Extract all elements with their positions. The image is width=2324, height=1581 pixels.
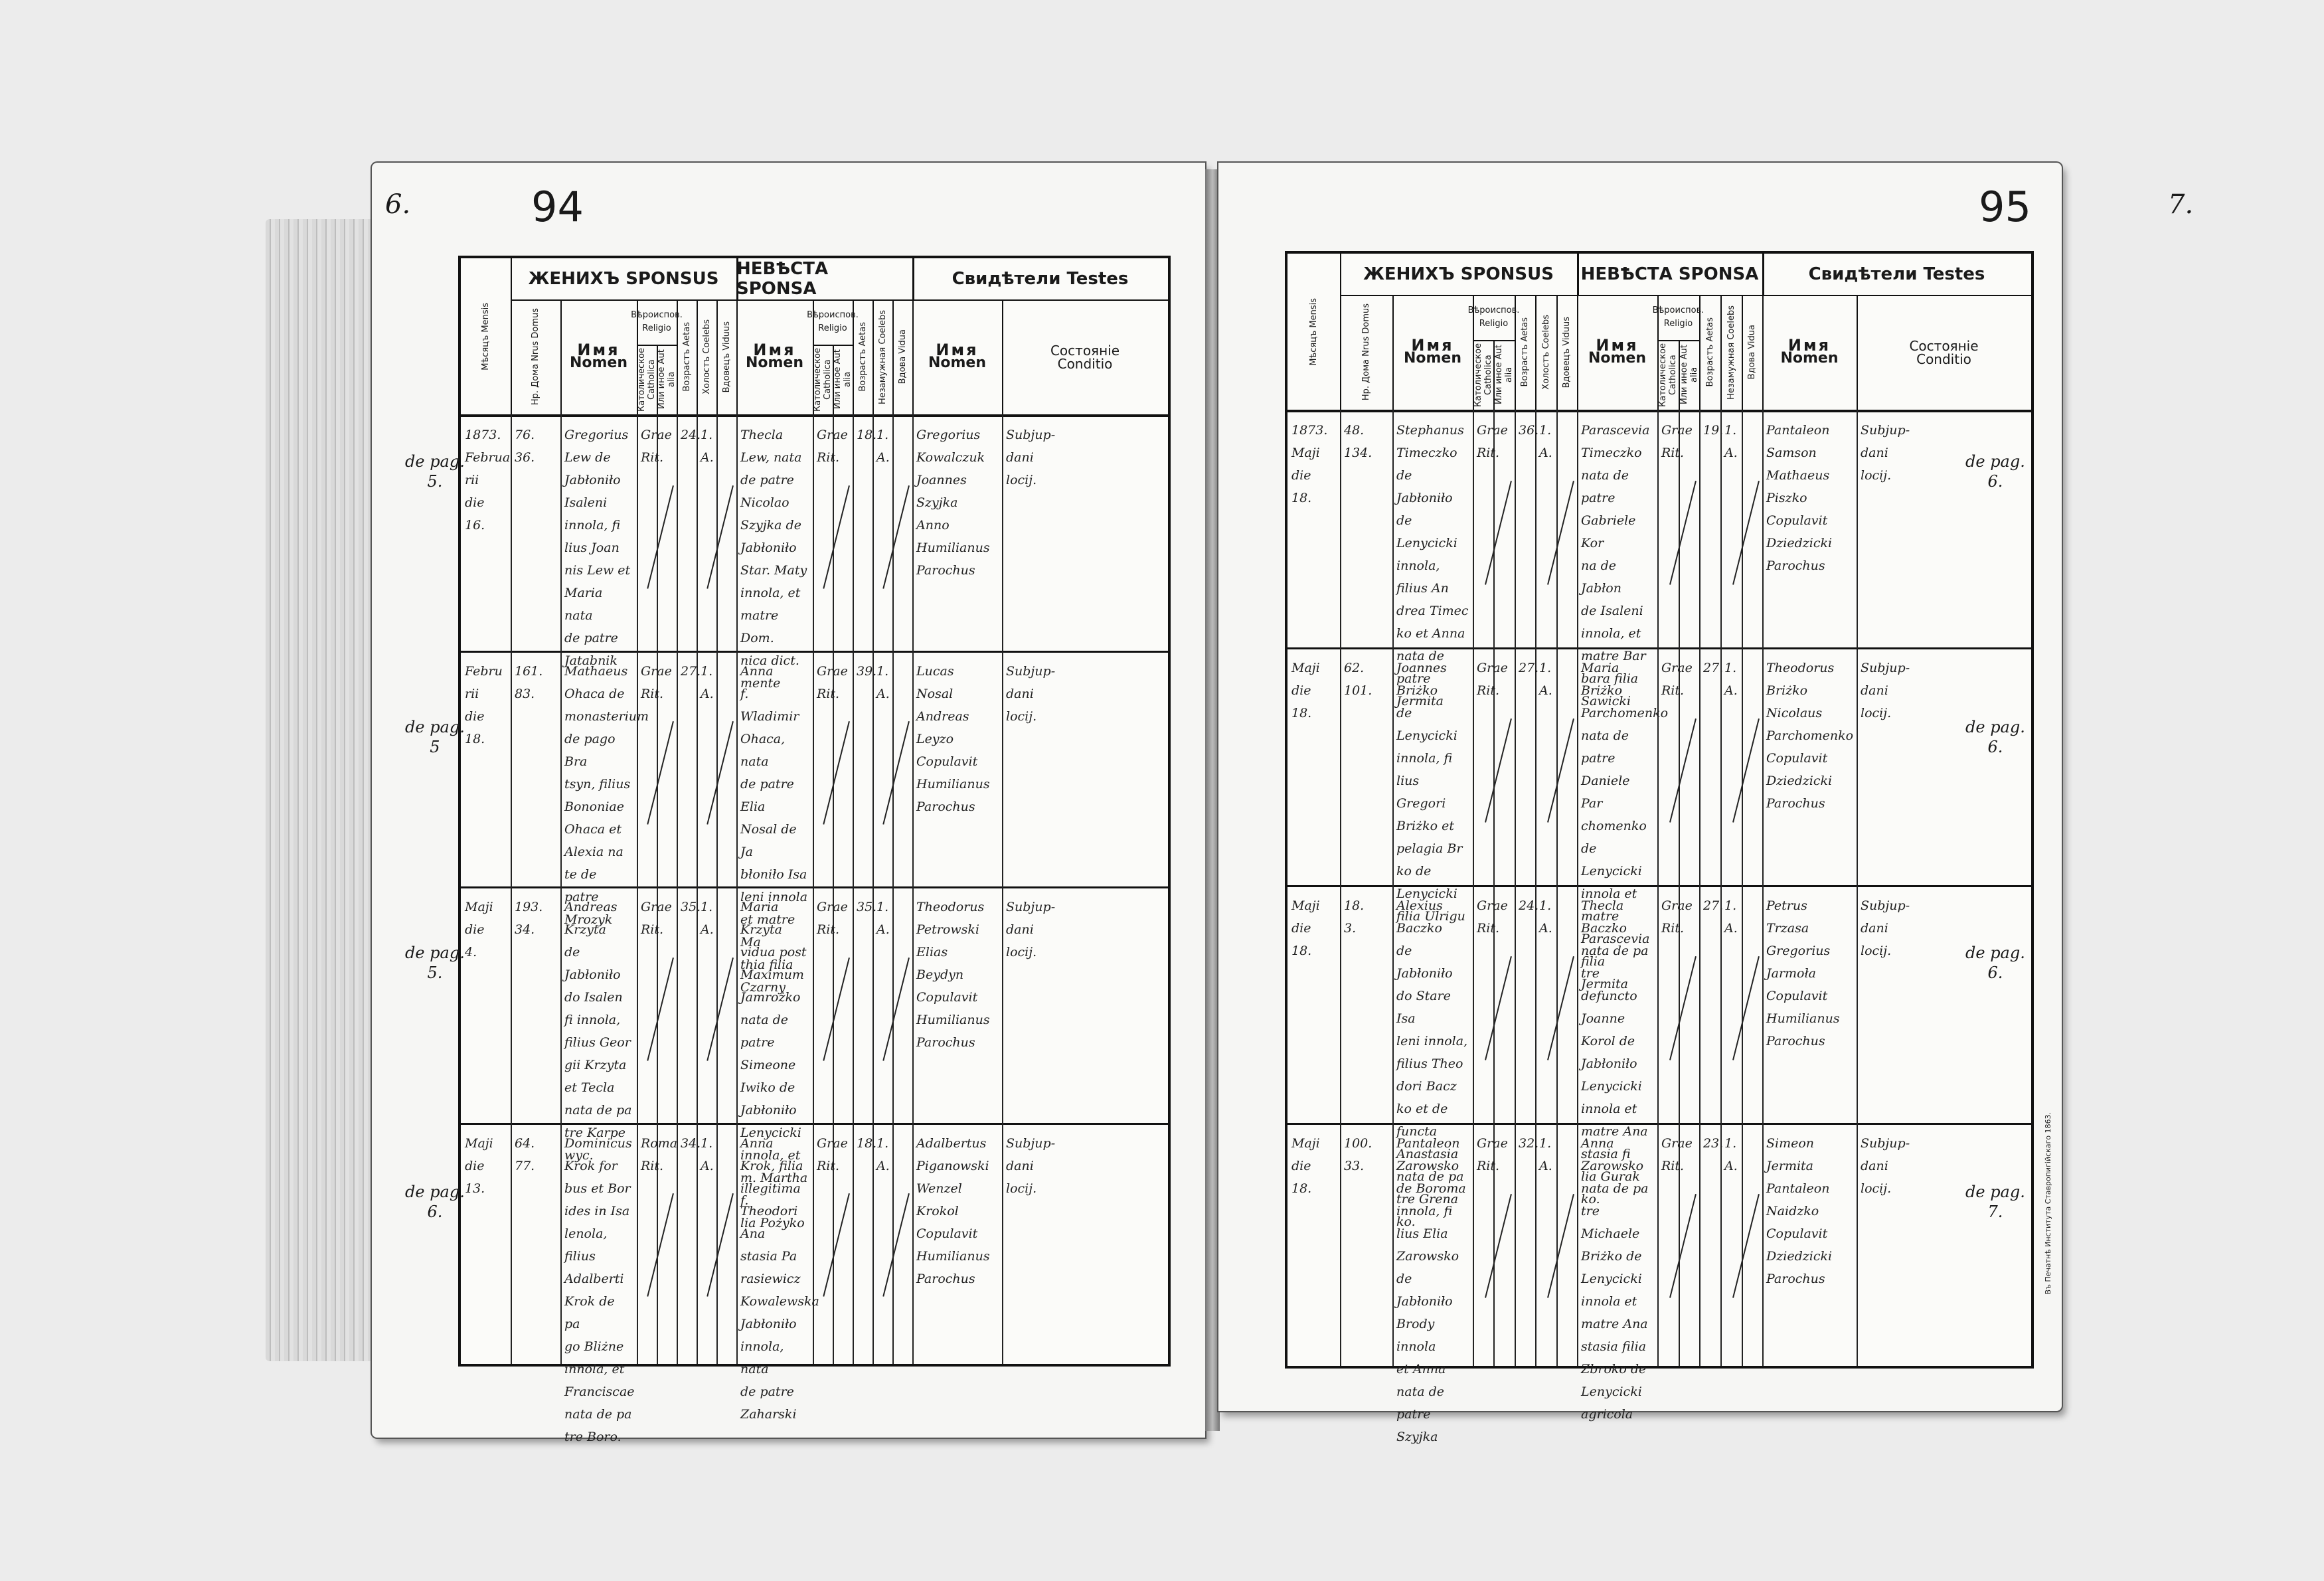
groom-group-header: ЖЕНИХЪ SPONSUS	[1340, 254, 1579, 296]
groom-other-header	[1493, 340, 1516, 410]
cell-b-state: 1. A.	[876, 900, 890, 937]
cell-g-rel: Grae Rit.	[1477, 1136, 1508, 1173]
cell-g-age: 24.	[681, 428, 701, 442]
column-rule	[1002, 414, 1003, 1364]
cell-b-age: 35.	[857, 900, 877, 914]
cell-condition: Subjup- dani locij.	[1861, 423, 1910, 483]
month-column-header	[1287, 254, 1341, 410]
cell-witness: Adalbertus Piganowski Wenzel Krokol Copulavit Humilianus Parochus	[916, 1135, 990, 1286]
bride-catholic-header	[1657, 340, 1680, 410]
cell-groom: Alexius Baczko de Jabłoniło do Stare Isa leni innola, filius Theo dori Bacz ko et de functa Anastasia nata de pa tre Grena ko.	[1396, 898, 1468, 1229]
bride-age-header-text: Возрастъ Aetas	[1704, 317, 1715, 387]
cell-condition: Subjup- dani locij.	[1006, 663, 1056, 724]
cell-month: Maji die 18.	[1291, 1136, 1320, 1196]
column-rule	[657, 414, 658, 1364]
cell-b-rel: Grae Rit.	[1661, 423, 1693, 460]
bride-other-header-text: Или иное Aut alia	[833, 349, 853, 410]
cell-condition: Subjup- dani locij.	[1861, 1136, 1910, 1196]
column-rule	[1535, 410, 1536, 1366]
cell-b-age: 18.	[857, 1135, 877, 1151]
cell-b-state: 1. A.	[876, 428, 890, 465]
margin-note: de pag. 6.	[1965, 452, 2025, 491]
bride-age-header-text: Возрастъ Aetas	[857, 322, 868, 392]
column-rule	[1699, 410, 1701, 1366]
column-rule	[736, 414, 738, 1364]
condition-la: Conditio	[1057, 355, 1113, 372]
cell-groom: Joannes Briżko de Lenycicki innola, fi lius Gregori Briżko et pelagia Br ko de Lenycicki filia Ulrigu	[1396, 661, 1465, 924]
column-rule	[1473, 410, 1474, 1366]
name-la: Nomen	[928, 355, 987, 371]
cell-month: Maji die 13.	[465, 1135, 493, 1196]
cell-g-state: 1. A.	[1539, 1136, 1552, 1173]
bride-religion-header: Вѣроиспов. Religio	[1657, 295, 1701, 341]
cell-witness: Petrus Trzasa Gregorius Jarmoła Copulavit Humilianus Parochus	[1766, 898, 1840, 1048]
cell-bride: Anna Zarowsko nata de pa tre Michaele Briżko de Lenycicki innola et matre Ana stasia filia Zbroko de Lenycicki agricola	[1581, 1136, 1649, 1422]
cell-bride: Maria Briżko Parchomenko nata de patre Daniele Par chomenko de Lenycicki innola et matre Parascevia filia Jermita	[1581, 661, 1669, 991]
cell-condition: Subjup- dani locij.	[1006, 428, 1056, 487]
house-column-header-text: Нр. Дома Nrus Domus	[1361, 303, 1371, 401]
right-corner-number: 7.	[2168, 189, 2194, 220]
column-rule	[1679, 410, 1680, 1366]
cell-witness: Lucas Nosal Andreas Leyzo Copulavit Humilianus Parochus	[916, 663, 990, 814]
bride-catholic-header	[813, 345, 834, 414]
column-rule	[1556, 410, 1558, 1366]
cell-groom: Stephanus Timeczko de Jabłoniło de Lenycicki innola, filius An drea Timec ko et Anna nata de patre Jermita	[1396, 423, 1469, 708]
groom-widower-header	[1556, 295, 1578, 410]
column-rule	[1340, 410, 1341, 1366]
condition-ru: Состояніе	[1050, 342, 1120, 359]
right-register-table	[1285, 251, 2034, 1444]
groom-single-header	[697, 299, 718, 414]
cell-month: Maji die 18.	[1291, 898, 1320, 958]
cell-g-rel: Grae Rit.	[641, 900, 672, 937]
margin-note: de pag. 5.	[405, 452, 465, 491]
condition-header	[1857, 295, 2031, 410]
cell-g-rel: Grae Rit.	[641, 663, 672, 701]
cell-groom: Andreas Krzyta de Jabłoniło do Isalen fi innola, filius Geor gii Krzyta et Tecla nata de pa tre Karpe wyc.	[564, 900, 632, 1163]
margin-note: de pag. 5.	[405, 944, 465, 982]
condition-header	[1002, 299, 1168, 414]
name-ru: Имя	[1787, 336, 1831, 355]
cell-bride: Thecla Lew, nata de patre Nicolao Szyjka de Jabłoniło Star. Maty innola, et matre Dom. nica dict. mente	[740, 428, 807, 691]
house-column-header	[1340, 295, 1394, 410]
groom-other-header-text: Или иное Aut alia	[657, 349, 677, 410]
cell-condition: Subjup- dani locij.	[1006, 1135, 1056, 1196]
book-spine	[1205, 169, 1220, 1431]
bride-widow-header	[1742, 295, 1764, 410]
cell-b-state: 1. A.	[1724, 661, 1738, 698]
cell-g-state: 1. A.	[701, 900, 714, 937]
witness-name-header	[1762, 295, 1858, 410]
column-rule	[1657, 410, 1659, 1366]
cell-b-state: 1. A.	[1724, 898, 1738, 936]
left-corner-number: 6.	[385, 189, 411, 220]
groom-name-header	[1392, 295, 1474, 410]
cell-witness: Pantaleon Samson Mathaeus Piszko Copulavit Dziedzicki Parochus	[1766, 423, 1833, 573]
groom-catholic-header-text: Католическое Catholica	[1473, 343, 1493, 407]
cell-witness: Simeon Jermita Pantaleon Naidzko Copulavit Dziedzicki Parochus	[1766, 1136, 1833, 1286]
cell-groom: Mathaeus Ohaca de monasterium de pago Bra tsyn, filius Bononiae Ohaca et Alexia na te de patre Mrozyk	[564, 663, 649, 927]
cell-house: 161. 83.	[515, 663, 543, 701]
cell-house: 62. 101.	[1344, 661, 1372, 698]
cell-house: 76. 36.	[515, 428, 535, 465]
cell-b-rel: Grae Rit.	[817, 900, 848, 937]
name-la: Nomen	[1403, 350, 1462, 367]
cell-condition: Subjup- dani locij.	[1006, 900, 1056, 959]
name-la: Nomen	[1780, 350, 1839, 367]
groom-widower-header	[716, 299, 738, 414]
column-rule	[1857, 410, 1858, 1366]
column-rule	[677, 414, 678, 1364]
bride-other-header	[833, 345, 854, 414]
column-rule	[716, 414, 718, 1364]
house-column-header	[511, 299, 562, 414]
name-ru: Имя	[577, 341, 620, 359]
cell-house: 193. 34.	[515, 900, 543, 937]
house-column-header-text: Нр. Дома Nrus Domus	[531, 308, 540, 406]
month-column-header-text: Мѣсяцъ Mensis	[1309, 297, 1319, 366]
name-ru: Имя	[1596, 336, 1639, 355]
cell-b-age: 19.	[1703, 423, 1724, 438]
cell-g-state: 1. A.	[701, 663, 714, 701]
column-rule	[1762, 410, 1764, 1366]
left-register-table	[458, 256, 1171, 1444]
cell-g-age: 32.	[1519, 1136, 1539, 1151]
groom-single-header-text: Холостъ Coelebs	[701, 319, 712, 394]
groom-catholic-header	[637, 345, 658, 414]
cell-bride: Thecla Baczko nata de pa tre defuncto Joanne Korol de Jabłoniło Lenycicki innola et matre Ana stasia fi lia Gurak ko.	[1581, 898, 1649, 1207]
margin-note: de pag. 6.	[1965, 944, 2025, 982]
cell-b-age: 23.	[1703, 1136, 1724, 1151]
cell-b-age: 27.	[1703, 898, 1724, 913]
cell-g-age: 36.	[1519, 423, 1539, 438]
table-body	[461, 414, 1168, 1444]
cell-month: Maji die 4.	[465, 900, 493, 959]
cell-house: 64. 77.	[515, 1135, 535, 1173]
column-rule	[1392, 410, 1394, 1366]
cell-b-rel: Grae Rit.	[817, 1135, 848, 1173]
cell-b-age: 18.	[857, 428, 877, 442]
cell-g-age: 24.	[1519, 898, 1539, 913]
cell-b-state: 1. A.	[1724, 1136, 1738, 1173]
name-la: Nomen	[745, 355, 804, 371]
bride-name-header	[1577, 295, 1659, 410]
witnesses-group-header: Свидѣтели Testes	[1762, 254, 2033, 296]
bride-name-header	[736, 299, 814, 414]
column-rule	[912, 414, 914, 1364]
name-la: Nomen	[1588, 350, 1647, 367]
column-rule	[1493, 410, 1495, 1366]
groom-single-header-text: Холостъ Coelebs	[1540, 315, 1551, 390]
name-ru: Имя	[1411, 336, 1454, 355]
cell-b-rel: Grae Rit.	[817, 663, 848, 701]
bride-widow-header-text: Вдова Vidua	[1747, 325, 1757, 380]
bride-widow-header	[892, 299, 914, 414]
column-rule	[813, 414, 814, 1364]
cell-b-age: 39.	[857, 663, 877, 679]
groom-religion-header: Вѣроиспов. Religio	[1473, 295, 1516, 341]
cell-g-rel: Grae Rit.	[641, 428, 672, 465]
bride-other-header-text: Или иное Aut alia	[1679, 345, 1699, 405]
cell-b-rel: Grae Rit.	[1661, 898, 1693, 936]
bride-group-header: НЕВѢСТА SPONSA	[1577, 254, 1764, 296]
table-body	[1287, 410, 2031, 1444]
groom-catholic-header	[1473, 340, 1495, 410]
table-row	[1287, 1123, 2031, 1444]
cell-g-rel: Roma Rit.	[641, 1135, 678, 1173]
column-rule	[1577, 410, 1578, 1366]
cell-witness: Theodorus Petrowski Elias Beydyn Copulavit Humilianus Parochus	[916, 900, 990, 1050]
left-page	[372, 163, 1205, 1444]
column-rule	[1742, 410, 1743, 1366]
column-rule	[697, 414, 698, 1364]
cell-house: 100. 33.	[1344, 1136, 1372, 1173]
cell-g-age: 34.	[681, 1135, 701, 1151]
groom-name-header	[560, 299, 638, 414]
column-rule	[1720, 410, 1722, 1366]
cell-g-state: 1. A.	[1539, 661, 1552, 698]
margin-note: de pag. 5	[405, 718, 465, 756]
groom-other-header	[657, 345, 678, 414]
condition-ru: Состояніе	[1909, 337, 1979, 354]
cell-b-age: 27.	[1703, 661, 1724, 675]
cell-bride: Anna f. Wladimir Ohaca, nata de patre Elia Nosal de Ja błoniło Isa leni innola et matre Ma thia filia Czarny	[740, 663, 808, 995]
table-row	[461, 1123, 1168, 1444]
cell-b-state: 1. A.	[876, 663, 890, 701]
cell-b-state: 1. A.	[876, 1135, 890, 1173]
cell-b-state: 1. A.	[1724, 423, 1738, 460]
left-page-number: 94	[531, 183, 584, 231]
right-page-number: 95	[1979, 183, 2031, 231]
cell-g-age: 27.	[681, 663, 701, 679]
bride-religion-header: Вѣроиспов. Religio	[813, 299, 854, 346]
cell-groom: Gregorius Lew de Jabłoniło Isaleni innola, fi lius Joan nis Lew et Maria nata de patre Jatabnik	[564, 428, 631, 668]
column-rule	[560, 414, 562, 1364]
witness-name-header	[912, 299, 1003, 414]
cell-g-state: 1. A.	[1539, 898, 1552, 936]
column-rule	[511, 414, 512, 1364]
column-rule	[637, 414, 638, 1364]
cell-house: 48. 134.	[1344, 423, 1372, 460]
cell-house: 18. 3.	[1344, 898, 1365, 936]
margin-note: de pag. 7.	[1965, 1183, 2025, 1221]
cell-month: 1873. Maji die 18.	[1291, 423, 1328, 505]
bride-unmarried-header-text: Незамужная Coelebs	[877, 309, 888, 404]
cell-groom: Pantaleon Zarowsko de Boroma innola, fi lius Elia Zarowsko de Jabłoniło Brody innola et Anna nata de patre Szyjka	[1396, 1136, 1466, 1444]
name-ru: Имя	[936, 341, 979, 359]
column-rule	[872, 414, 874, 1364]
bride-unmarried-header	[1720, 295, 1743, 410]
cell-condition: Subjup- dani locij.	[1861, 898, 1910, 958]
cell-g-age: 27.	[1519, 661, 1539, 675]
groom-catholic-header-text: Католическое Catholica	[637, 347, 657, 412]
cell-g-rel: Grae Rit.	[1477, 661, 1508, 698]
column-rule	[853, 414, 854, 1364]
bride-unmarried-header	[872, 299, 894, 414]
cell-g-rel: Grae Rit.	[1477, 898, 1508, 936]
cell-month: Febru rii die 18.	[465, 663, 503, 746]
cell-bride: Parascevia Timeczko nata de patre Gabriele Kor na de Jabłon de Isaleni innola, et matre Bar bara filia Sawicki	[1581, 423, 1650, 708]
margin-note: de pag. 6.	[1965, 718, 2025, 756]
name-la: Nomen	[569, 355, 628, 371]
cell-g-rel: Grae Rit.	[1477, 423, 1508, 460]
column-rule	[833, 414, 834, 1364]
bride-catholic-header-text: Католическое Catholica	[1658, 343, 1678, 407]
cell-b-rel: Grae Rit.	[1661, 661, 1693, 698]
groom-other-header-text: Или иное Aut alia	[1494, 345, 1514, 405]
bride-catholic-header-text: Католическое Catholica	[813, 347, 833, 412]
groom-age-header-text: Возрастъ Aetas	[681, 322, 692, 392]
cell-bride: Maria Krzyta vidua post Maximum Jamrożko nata de patre Simeone Iwiko de Jabłoniło Lenycicki innola, et m. Martha f. lia Pożyko	[740, 900, 808, 1230]
cell-g-age: 35.	[681, 900, 701, 914]
cell-witness: Theodorus Briżko Nicolaus Parchomenko Copulavit Dziedzicki Parochus	[1766, 661, 1854, 811]
open-register-book	[372, 163, 2194, 1451]
cell-g-state: 1. A.	[701, 428, 714, 465]
groom-age-header-text: Возрастъ Aetas	[1520, 317, 1530, 387]
cell-g-state: 1. A.	[1539, 423, 1552, 460]
column-rule	[892, 414, 894, 1364]
month-column-header	[461, 258, 512, 414]
cell-groom: Dominicus Krok for bus et Bor ides in Isa lenola, filius Adalberti Krok de pa go Bliżne innola, et Franciscae nata de pa tre Boro.	[564, 1135, 635, 1444]
groom-widower-header-text: Вдовецъ Viduus	[1562, 316, 1572, 388]
condition-la: Conditio	[1916, 351, 1971, 367]
cell-g-state: 1. A.	[701, 1135, 714, 1173]
groom-religion-header: Вѣроиспов. Religio	[637, 299, 678, 346]
groom-single-header	[1535, 295, 1558, 410]
cell-witness: Gregorius Kowalczuk Joannes Szyjka Anno Humilianus Parochus	[916, 428, 990, 578]
cell-month: Maji die 18.	[1291, 661, 1320, 720]
table-header	[461, 258, 1168, 417]
month-column-header-text: Мѣсяцъ Mensis	[481, 302, 491, 371]
cell-bride: Anna Krok, filia illegitima Theodori Ana stasia Pa rasiewicz Kowalewska Jabłoniło innola, nata de patre Zaharski	[740, 1135, 819, 1422]
bride-other-header	[1679, 340, 1701, 410]
margin-note: de pag. 6.	[405, 1183, 465, 1221]
cell-b-rel: Grae Rit.	[817, 428, 848, 465]
cell-b-rel: Grae Rit.	[1661, 1136, 1693, 1173]
table-header	[1287, 254, 2031, 412]
cell-condition: Subjup- dani locij.	[1861, 661, 1910, 720]
right-page	[1218, 163, 2194, 1444]
groom-group-header: ЖЕНИХЪ SPONSUS	[511, 258, 738, 301]
bride-group-header: НЕВѢСТА SPONSA	[736, 258, 914, 301]
groom-widower-header-text: Вдовецъ Viduus	[721, 321, 732, 393]
printer-note: Въ Печатнѣ Институтa Ставропигійскаго 1863.	[2044, 1112, 2052, 1295]
bride-unmarried-header-text: Незамужная Coelebs	[1726, 305, 1736, 400]
name-ru: Имя	[753, 341, 796, 359]
witnesses-group-header: Свидѣтели Testes	[912, 258, 1170, 301]
bride-widow-header-text: Вдова Vidua	[897, 329, 908, 384]
column-rule	[1515, 410, 1516, 1366]
cell-month: 1873. Februa rii die 16.	[465, 428, 511, 533]
